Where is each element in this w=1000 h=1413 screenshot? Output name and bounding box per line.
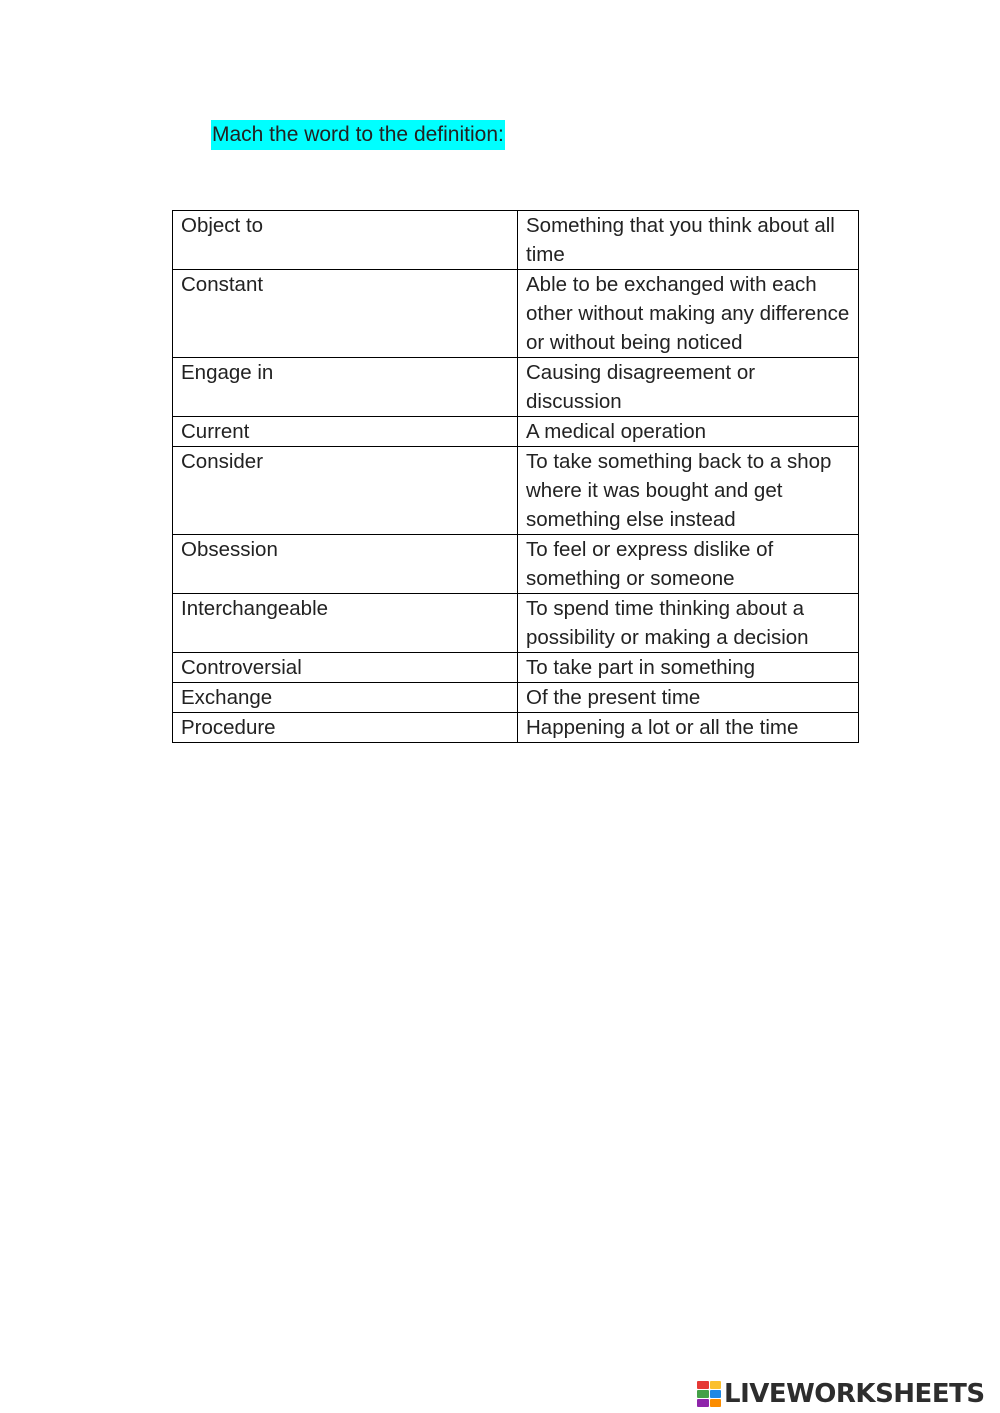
word-cell: Constant (173, 270, 518, 358)
table-row (173, 270, 859, 358)
definition-cell: To take something back to a shop where it was bought and get something else instead (518, 447, 859, 535)
definition-cell: To take part in something (518, 653, 859, 683)
definition-cell: Of the present time (518, 683, 859, 713)
word-cell: Obsession (173, 535, 518, 594)
word-cell: Engage in (173, 358, 518, 417)
table-row (173, 417, 859, 447)
logo-square (697, 1381, 709, 1389)
table-row (173, 713, 859, 743)
table-row (173, 683, 859, 713)
liveworksheets-logo-icon (697, 1381, 721, 1408)
definition-cell: Happening a lot or all the time (518, 713, 859, 743)
word-cell: Consider (173, 447, 518, 535)
table-row (173, 447, 859, 535)
word-cell: Procedure (173, 713, 518, 743)
table-row (173, 653, 859, 683)
table-row (173, 594, 859, 653)
table-row (173, 211, 859, 270)
definition-cell: Something that you think about all time (518, 211, 859, 270)
table-row (173, 535, 859, 594)
brand-name: LIVEWORKSHEETS (724, 1379, 985, 1409)
logo-square (710, 1399, 722, 1407)
logo-square (710, 1381, 722, 1389)
definition-cell: A medical operation (518, 417, 859, 447)
word-cell: Object to (173, 211, 518, 270)
definition-cell: Causing disagreement or discussion (518, 358, 859, 417)
word-cell: Exchange (173, 683, 518, 713)
matching-table (172, 210, 859, 743)
logo-square (697, 1390, 709, 1398)
logo-square (710, 1390, 722, 1398)
definition-cell: To spend time thinking about a possibility or making a decision (518, 594, 859, 653)
definition-cell: To feel or express dislike of something or someone (518, 535, 859, 594)
definition-cell: Able to be exchanged with each other without making any difference or without being noticed (518, 270, 859, 358)
word-cell: Current (173, 417, 518, 447)
word-cell: Interchangeable (173, 594, 518, 653)
table-row (173, 358, 859, 417)
instruction-heading: Mach the word to the definition: (211, 120, 505, 150)
word-cell: Controversial (173, 653, 518, 683)
liveworksheets-brand[interactable] (697, 1376, 985, 1412)
logo-square (697, 1399, 709, 1407)
